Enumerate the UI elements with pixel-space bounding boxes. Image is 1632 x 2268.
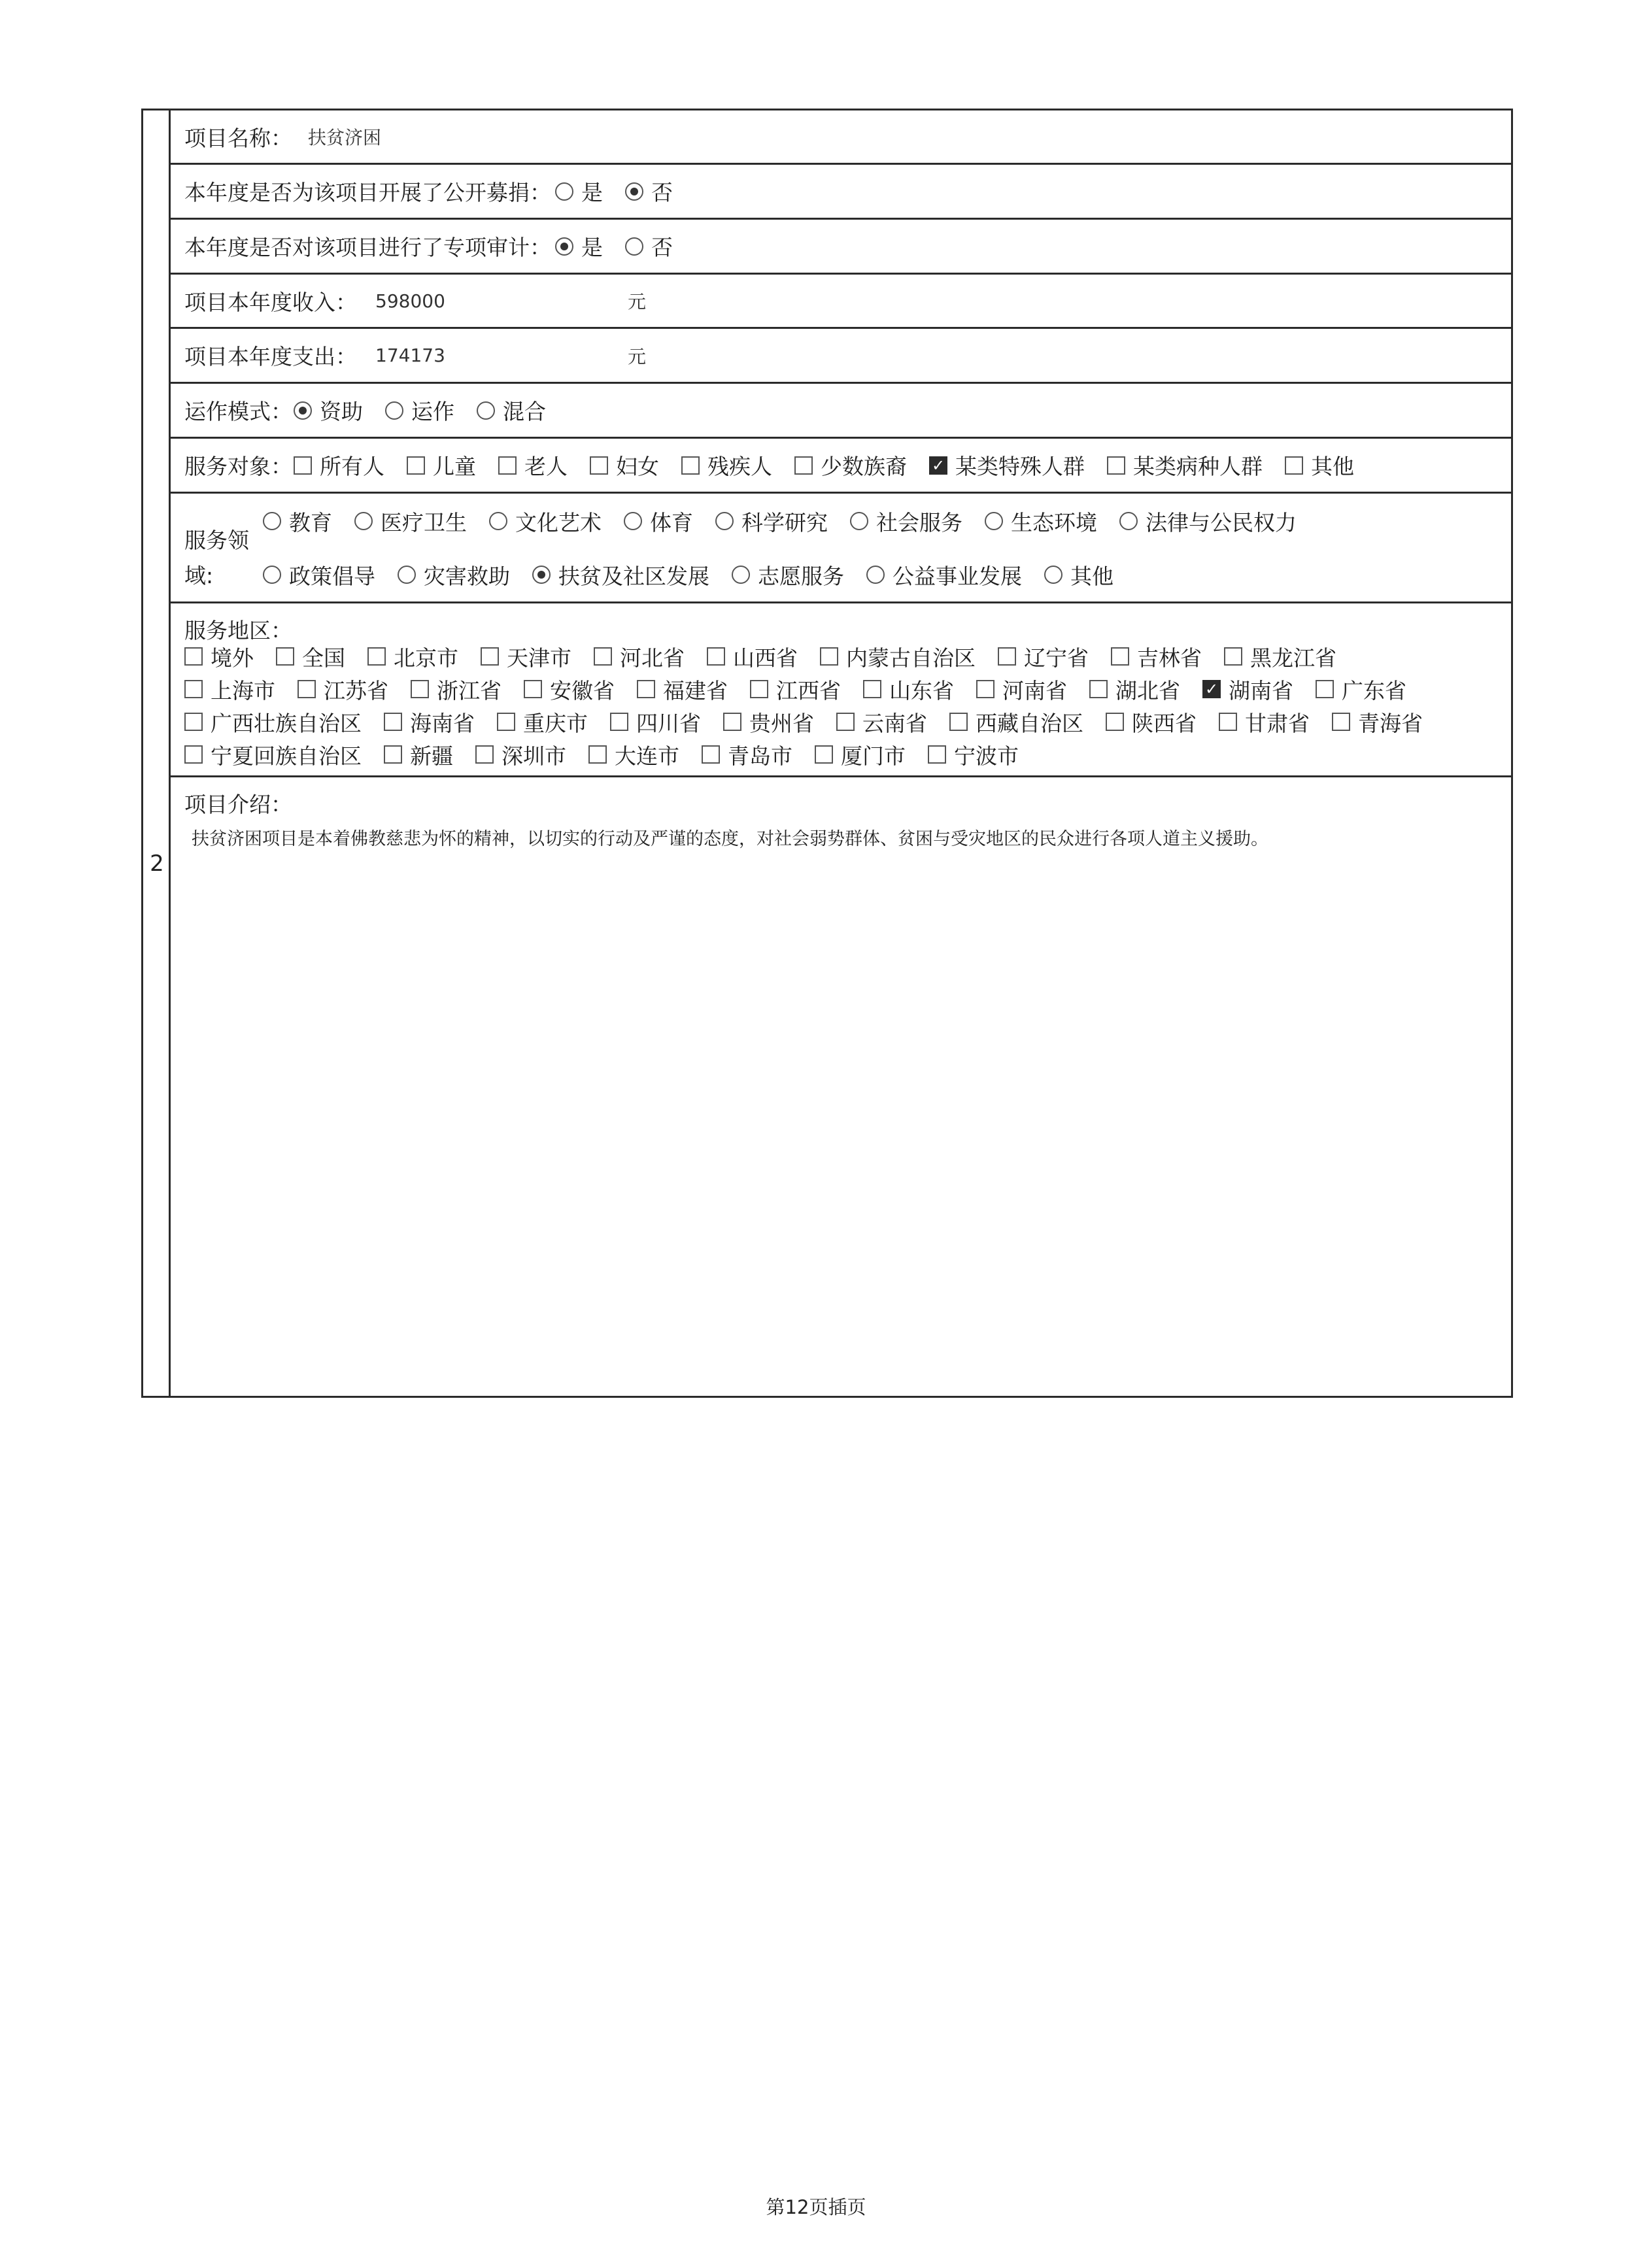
region-option[interactable]: 江苏省: [298, 674, 388, 705]
checkbox[interactable]: [184, 745, 203, 764]
checkbox[interactable]: [588, 745, 607, 764]
checkbox[interactable]: [298, 680, 316, 698]
special-audit-label: 本年度是否对该项目进行了专项审计：: [184, 235, 551, 260]
radio-button[interactable]: [866, 566, 885, 584]
region-option[interactable]: 全国: [276, 641, 345, 672]
project-name-value: 扶贫济困: [308, 127, 382, 148]
region-option[interactable]: 深圳市: [475, 739, 566, 770]
radio-button[interactable]: [294, 401, 312, 420]
service-target-option[interactable]: 残疾人: [681, 450, 772, 481]
region-option[interactable]: 新疆: [384, 739, 453, 770]
service-target-option[interactable]: 某类病种人群: [1107, 450, 1263, 481]
expense-row: [171, 329, 1511, 384]
service-target-option[interactable]: 老人: [498, 450, 568, 481]
region-option[interactable]: 广西壮族自治区: [184, 707, 362, 737]
checkbox[interactable]: [610, 713, 628, 731]
special-audit-row: [171, 220, 1511, 275]
service-regions-line-2: [184, 673, 1511, 705]
region-option[interactable]: ✓ 湖南省: [1202, 674, 1293, 705]
service-field-option[interactable]: 社会服务: [850, 506, 962, 537]
operation-mode-label: 运作模式：: [184, 399, 292, 424]
region-option[interactable]: 河北省: [594, 641, 685, 672]
checkbox[interactable]: [411, 680, 429, 698]
radio-button[interactable]: [555, 182, 573, 201]
service-target-option[interactable]: 妇女: [590, 450, 659, 481]
checkbox[interactable]: [637, 680, 655, 698]
region-option[interactable]: 天津市: [481, 641, 571, 672]
operation-mode-option[interactable]: 运作: [385, 395, 454, 426]
region-option[interactable]: 四川省: [610, 707, 701, 737]
special-audit-no[interactable]: 否: [625, 231, 673, 262]
form-rows: [171, 110, 1511, 1396]
radio-button[interactable]: [985, 512, 1003, 530]
row-index-column: [143, 110, 171, 1396]
service-regions-row: [171, 603, 1511, 777]
checkbox[interactable]: [1219, 713, 1237, 731]
service-field-option[interactable]: 政策倡导: [263, 560, 375, 590]
region-option[interactable]: 上海市: [184, 674, 275, 705]
service-field-option[interactable]: 法律与公民权力: [1119, 506, 1297, 537]
checkbox[interactable]: [949, 713, 968, 731]
service-field-option[interactable]: 教育: [263, 506, 332, 537]
radio-button[interactable]: [732, 566, 750, 584]
service-fields-label: 服务领: [184, 528, 249, 553]
public-fundraising-no[interactable]: 否: [625, 176, 673, 207]
region-option[interactable]: 青海省: [1332, 707, 1423, 737]
checkbox[interactable]: [707, 647, 725, 666]
service-fields-label-cont: 域:: [184, 563, 214, 588]
service-regions-label: 服务地区：: [184, 618, 292, 643]
service-targets-label: 服务对象：: [184, 454, 292, 479]
service-regions-line-3: [184, 705, 1511, 738]
expense-label: 项目本年度支出：: [184, 344, 357, 369]
checkbox[interactable]: [702, 745, 720, 764]
operation-mode-option[interactable]: 混合: [477, 395, 546, 426]
service-target-option[interactable]: 少数族裔: [794, 450, 907, 481]
region-option[interactable]: 厦门市: [815, 739, 906, 770]
checkbox[interactable]: [1316, 680, 1334, 698]
checkbox[interactable]: [1089, 680, 1108, 698]
checkbox[interactable]: [794, 456, 813, 475]
radio-button[interactable]: [624, 512, 642, 530]
radio-button[interactable]: [398, 566, 416, 584]
service-field-option[interactable]: 生态环境: [985, 506, 1097, 537]
radio-button[interactable]: [850, 512, 868, 530]
expense-unit: 元: [628, 345, 647, 367]
checkbox[interactable]: [498, 456, 517, 475]
checkbox[interactable]: [750, 680, 768, 698]
radio-button[interactable]: [625, 237, 643, 256]
region-option[interactable]: 山西省: [707, 641, 798, 672]
radio-button[interactable]: [263, 512, 281, 530]
region-option[interactable]: 安徽省: [524, 674, 615, 705]
service-field-option[interactable]: 扶贫及社区发展: [532, 560, 709, 590]
checkbox[interactable]: [184, 713, 203, 731]
region-option[interactable]: 北京市: [367, 641, 458, 672]
service-field-option[interactable]: 文化艺术: [489, 506, 602, 537]
checkbox[interactable]: [367, 647, 386, 666]
checkbox[interactable]: [998, 647, 1016, 666]
region-option[interactable]: 河南省: [976, 674, 1067, 705]
project-form: [141, 109, 1513, 1398]
region-option[interactable]: 贵州省: [723, 707, 814, 737]
introduction-row: [171, 777, 1511, 1396]
checkbox[interactable]: [475, 745, 494, 764]
radio-button[interactable]: [625, 182, 643, 201]
checkbox[interactable]: ✓: [1202, 680, 1221, 698]
row-number: 2: [150, 851, 164, 877]
service-regions-line-1: [184, 640, 1511, 673]
service-field-option[interactable]: 科学研究: [715, 506, 828, 537]
checkbox[interactable]: [481, 647, 499, 666]
project-name-row: [171, 110, 1511, 165]
service-regions-line-4: [184, 738, 1511, 771]
page-footer: 第12页插页: [766, 2196, 866, 2218]
checkbox[interactable]: [1111, 647, 1129, 666]
introduction-text: 扶贫济困项目是本着佛教慈悲为怀的精神，以切实的行动及严谨的态度，对社会弱势群体、贫困与受灾地区的民众进行各项人道主义援助。: [192, 829, 1268, 849]
checkbox[interactable]: [497, 713, 515, 731]
service-fields-line-1: [263, 501, 1511, 541]
checkbox[interactable]: [594, 647, 612, 666]
service-fields-line-2: [263, 555, 1511, 594]
special-audit-yes[interactable]: 是: [555, 231, 603, 262]
checkbox[interactable]: [723, 713, 741, 731]
region-option[interactable]: 广东省: [1316, 674, 1406, 705]
checkbox[interactable]: [836, 713, 855, 731]
region-option[interactable]: 甘肃省: [1219, 707, 1310, 737]
radio-button[interactable]: [1044, 566, 1062, 584]
checkbox[interactable]: [928, 745, 946, 764]
checkbox[interactable]: [184, 647, 203, 666]
service-field-option[interactable]: 其他: [1044, 560, 1114, 590]
radio-button[interactable]: [477, 401, 495, 420]
service-target-option[interactable]: 儿童: [407, 450, 476, 481]
radio-button[interactable]: [263, 566, 281, 584]
region-option[interactable]: 吉林省: [1111, 641, 1202, 672]
checkbox[interactable]: [590, 456, 608, 475]
public-fundraising-row: [171, 165, 1511, 220]
region-option[interactable]: 浙江省: [411, 674, 502, 705]
radio-button[interactable]: [1119, 512, 1138, 530]
service-field-option[interactable]: 公益事业发展: [866, 560, 1022, 590]
checkbox[interactable]: ✓: [929, 456, 947, 475]
region-option[interactable]: 福建省: [637, 674, 728, 705]
income-row: [171, 275, 1511, 329]
checkbox[interactable]: [524, 680, 542, 698]
checkbox[interactable]: [407, 456, 425, 475]
public-fundraising-label: 本年度是否为该项目开展了公开募捐：: [184, 180, 551, 205]
region-option[interactable]: 青岛市: [702, 739, 792, 770]
service-target-option[interactable]: ✓ 某类特殊人群: [929, 450, 1085, 481]
radio-button[interactable]: [354, 512, 373, 530]
checkbox[interactable]: [681, 456, 700, 475]
radio-button[interactable]: [715, 512, 734, 530]
checkbox[interactable]: [820, 647, 838, 666]
checkbox[interactable]: [384, 713, 402, 731]
region-option[interactable]: 云南省: [836, 707, 927, 737]
operation-mode-row: [171, 384, 1511, 439]
region-option[interactable]: 内蒙古自治区: [820, 641, 976, 672]
checkbox[interactable]: [294, 456, 312, 475]
service-targets-row: [171, 439, 1511, 494]
checkbox[interactable]: [1224, 647, 1242, 666]
radio-button[interactable]: [489, 512, 507, 530]
region-option[interactable]: 重庆市: [497, 707, 588, 737]
service-field-option[interactable]: 医疗卫生: [354, 506, 467, 537]
region-option[interactable]: 陕西省: [1106, 707, 1197, 737]
region-option[interactable]: 宁波市: [928, 739, 1019, 770]
checkbox[interactable]: [384, 745, 402, 764]
region-option[interactable]: 江西省: [750, 674, 841, 705]
checkbox[interactable]: [276, 647, 294, 666]
checkbox[interactable]: [863, 680, 881, 698]
region-option[interactable]: 黑龙江省: [1224, 641, 1336, 672]
region-option[interactable]: 湖北省: [1089, 674, 1180, 705]
region-option[interactable]: 大连市: [588, 739, 679, 770]
radio-button[interactable]: [385, 401, 403, 420]
service-field-option[interactable]: 灾害救助: [398, 560, 510, 590]
service-target-option[interactable]: 所有人: [294, 450, 384, 481]
project-name-label: 项目名称：: [184, 125, 292, 151]
introduction-label: 项目介绍：: [184, 792, 292, 817]
service-target-option[interactable]: 其他: [1285, 450, 1354, 481]
public-fundraising-yes[interactable]: 是: [555, 176, 603, 207]
income-unit: 元: [628, 291, 647, 313]
service-field-option[interactable]: 体育: [624, 506, 693, 537]
checkbox[interactable]: [1106, 713, 1124, 731]
checkbox[interactable]: [1332, 713, 1350, 731]
region-option[interactable]: 辽宁省: [998, 641, 1089, 672]
checkbox[interactable]: [1285, 456, 1303, 475]
region-option[interactable]: 西藏自治区: [949, 707, 1083, 737]
radio-button[interactable]: [555, 237, 573, 256]
region-option[interactable]: 境外: [184, 641, 254, 672]
income-label: 项目本年度收入：: [184, 289, 357, 315]
radio-button[interactable]: [532, 566, 551, 584]
checkbox[interactable]: [976, 680, 994, 698]
service-fields-row: [171, 494, 1511, 603]
operation-mode-option[interactable]: 资助: [294, 395, 363, 426]
service-field-option[interactable]: 志愿服务: [732, 560, 844, 590]
region-option[interactable]: 宁夏回族自治区: [184, 739, 362, 770]
checkbox[interactable]: [184, 680, 203, 698]
income-value: 598000: [375, 290, 445, 312]
region-option[interactable]: 山东省: [863, 674, 954, 705]
expense-value: 174173: [375, 345, 445, 366]
region-option[interactable]: 海南省: [384, 707, 475, 737]
checkbox[interactable]: [1107, 456, 1125, 475]
checkbox[interactable]: [815, 745, 833, 764]
